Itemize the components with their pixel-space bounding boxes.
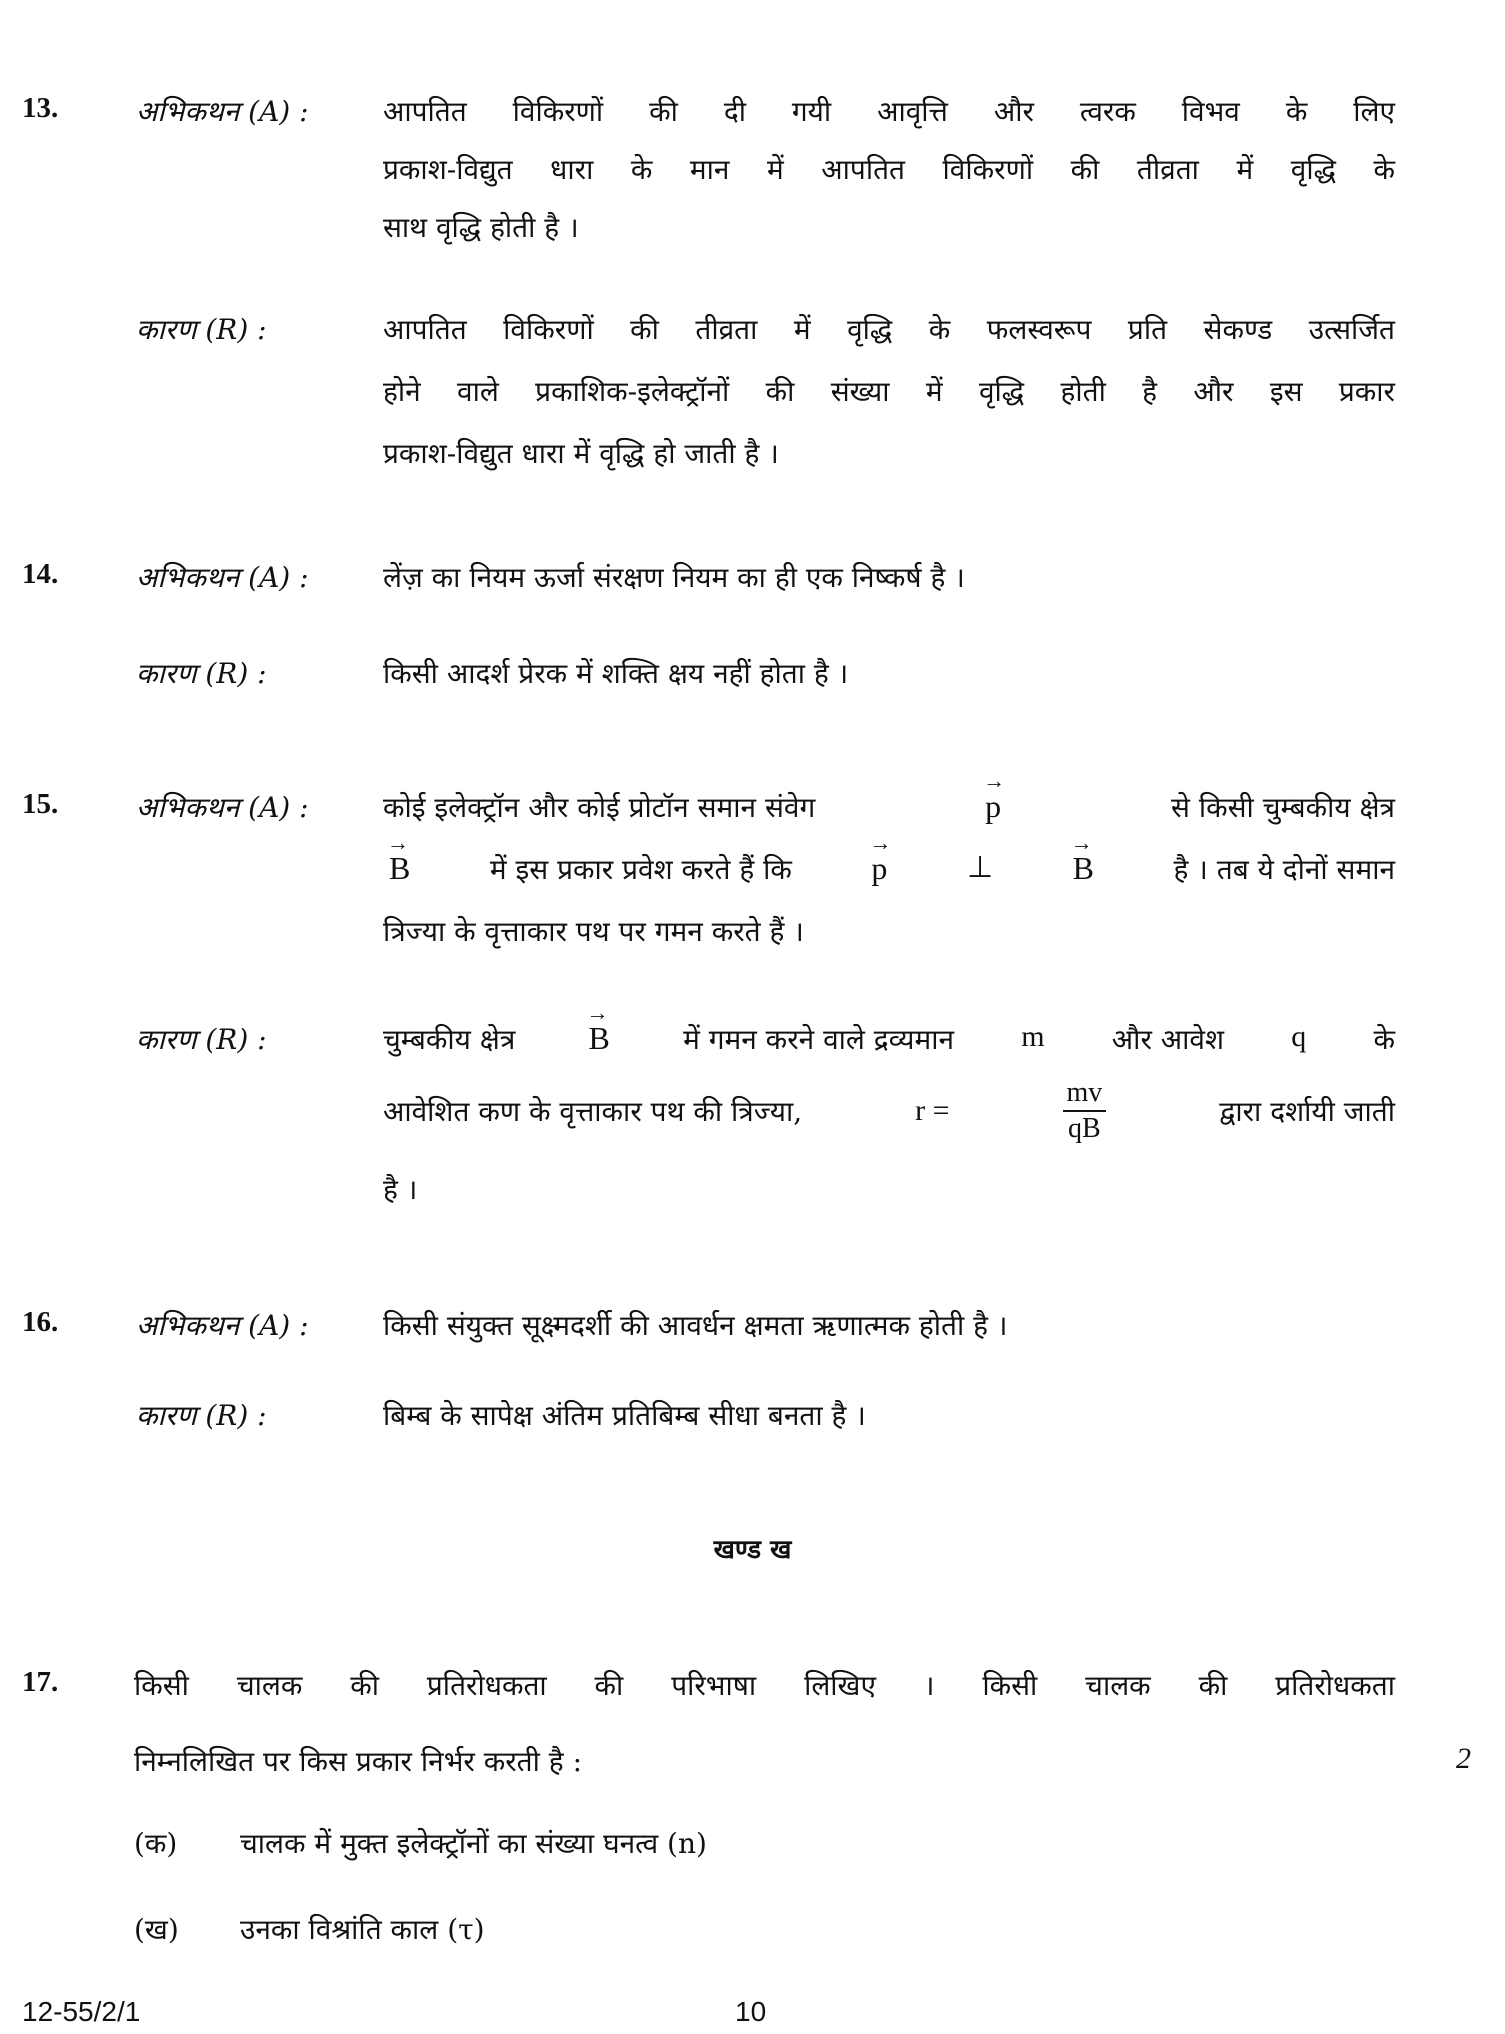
- q15-reason-line: [383, 1020, 1395, 1058]
- perp-symbol: ⊥: [966, 851, 994, 884]
- vector-B: → B: [583, 1020, 616, 1058]
- q13-reason-line: प्रकाश-विद्युत धारा में वृद्धि हो जाती है ।: [383, 437, 779, 470]
- q14-assertion-label: अभिकथन (A) :: [136, 561, 309, 594]
- sub-text: चालक में मुक्त इलेक्ट्रॉनों का संख्या घनत्व (n): [240, 1827, 707, 1860]
- q13-number: 13.: [22, 92, 59, 124]
- section-heading: खण्ड ख: [713, 1535, 792, 1565]
- q14-number: 14.: [22, 558, 59, 590]
- q15-assertion-line: [383, 850, 1395, 888]
- q16-assertion: किसी संयुक्त सूक्ष्मदर्शी की आवर्धन क्षमता ऋणात्मक होती है ।: [383, 1309, 1008, 1342]
- text: द्वारा दर्शायी जाती: [1219, 1095, 1395, 1128]
- q17-line: निम्नलिखित पर किस प्रकार निर्भर करती है :: [134, 1745, 583, 1778]
- text: के: [1373, 1023, 1395, 1056]
- page-number: 10: [735, 1996, 767, 2027]
- q13-reason-line: होने वाले प्रकाशिक-इलेक्ट्रॉनों की संख्या में वृद्धि होती है और इस प्रकार: [383, 375, 1395, 408]
- q14-assertion: लेंज़ का नियम ऊर्जा संरक्षण नियम का ही एक निष्कर्ष है ।: [383, 561, 965, 594]
- q13-reason-line: आपतित विकिरणों की तीव्रता में वृद्धि के फलस्वरूप प्रति सेकण्ड उत्सर्जित: [383, 313, 1395, 346]
- mass-symbol: m: [1021, 1020, 1045, 1053]
- sub-tag: (क): [134, 1827, 178, 1860]
- q14-reason: किसी आदर्श प्रेरक में शक्ति क्षय नहीं होता है ।: [383, 657, 849, 690]
- q15-assertion-label: अभिकथन (A) :: [136, 791, 309, 824]
- q16-number: 16.: [22, 1306, 59, 1338]
- text: में गमन करने वाले द्रव्यमान: [683, 1023, 955, 1056]
- q15-reason-line: है ।: [383, 1173, 418, 1206]
- formula-lhs: r =: [915, 1094, 950, 1127]
- vector-p: → p: [865, 850, 893, 888]
- q15-number: 15.: [22, 788, 59, 820]
- q15-assertion-line: [383, 788, 1395, 826]
- text: और आवेश: [1111, 1023, 1225, 1056]
- vector-p: → p: [979, 788, 1007, 826]
- q14-reason-label: कारण (R) :: [136, 657, 267, 690]
- q17-line: किसी चालक की प्रतिरोधकता की परिभाषा लिखिए । किसी चालक की प्रतिरोधकता: [134, 1669, 1395, 1702]
- q16-assertion-label: अभिकथन (A) :: [136, 1309, 309, 1342]
- vector-B: → B: [1067, 850, 1100, 888]
- sub-text: उनका विश्रांति काल (τ): [240, 1913, 485, 1946]
- q13-assertion-label: अभिकथन (A) :: [136, 95, 309, 128]
- paper-code: 12-55/2/1: [22, 1996, 141, 2027]
- q13-assertion-line: आपतित विकिरणों की दी गयी आवृत्ति और त्वरक विभव के लिए: [383, 95, 1395, 128]
- q13-assertion-line: साथ वृद्धि होती है ।: [383, 211, 579, 244]
- q16-reason: बिम्ब के सापेक्ष अंतिम प्रतिबिम्ब सीधा बनता है ।: [383, 1399, 866, 1432]
- text: कोई इलेक्ट्रॉन और कोई प्रोटॉन समान संवेग: [383, 791, 816, 824]
- vector-B: → B: [383, 850, 416, 888]
- text: से किसी चुम्बकीय क्षेत्र: [1171, 791, 1395, 824]
- text: है । तब ये दोनों समान: [1173, 853, 1395, 886]
- q13-assertion-line: प्रकाश-विद्युत धारा के मान में आपतित विकिरणों की तीव्रता में वृद्धि के: [383, 153, 1395, 186]
- q15-reason-line: [383, 1076, 1395, 1146]
- denominator: qB: [1068, 1113, 1101, 1144]
- fraction: [1063, 1076, 1107, 1146]
- sub-tag: (ख): [134, 1913, 179, 1946]
- q16-reason-label: कारण (R) :: [136, 1399, 267, 1432]
- charge-symbol: q: [1291, 1020, 1307, 1053]
- marks: 2: [1456, 1742, 1471, 1775]
- text: आवेशित कण के वृत्ताकार पथ की त्रिज्या,: [383, 1095, 803, 1128]
- text: में इस प्रकार प्रवेश करते हैं कि: [489, 853, 792, 886]
- q17-number: 17.: [22, 1666, 59, 1698]
- q15-assertion-line: त्रिज्या के वृत्ताकार पथ पर गमन करते हैं ।: [383, 915, 804, 948]
- numerator: mv: [1063, 1076, 1107, 1112]
- text: चुम्बकीय क्षेत्र: [383, 1023, 516, 1056]
- q13-reason-label: कारण (R) :: [136, 313, 267, 346]
- q15-reason-label: कारण (R) :: [136, 1023, 267, 1056]
